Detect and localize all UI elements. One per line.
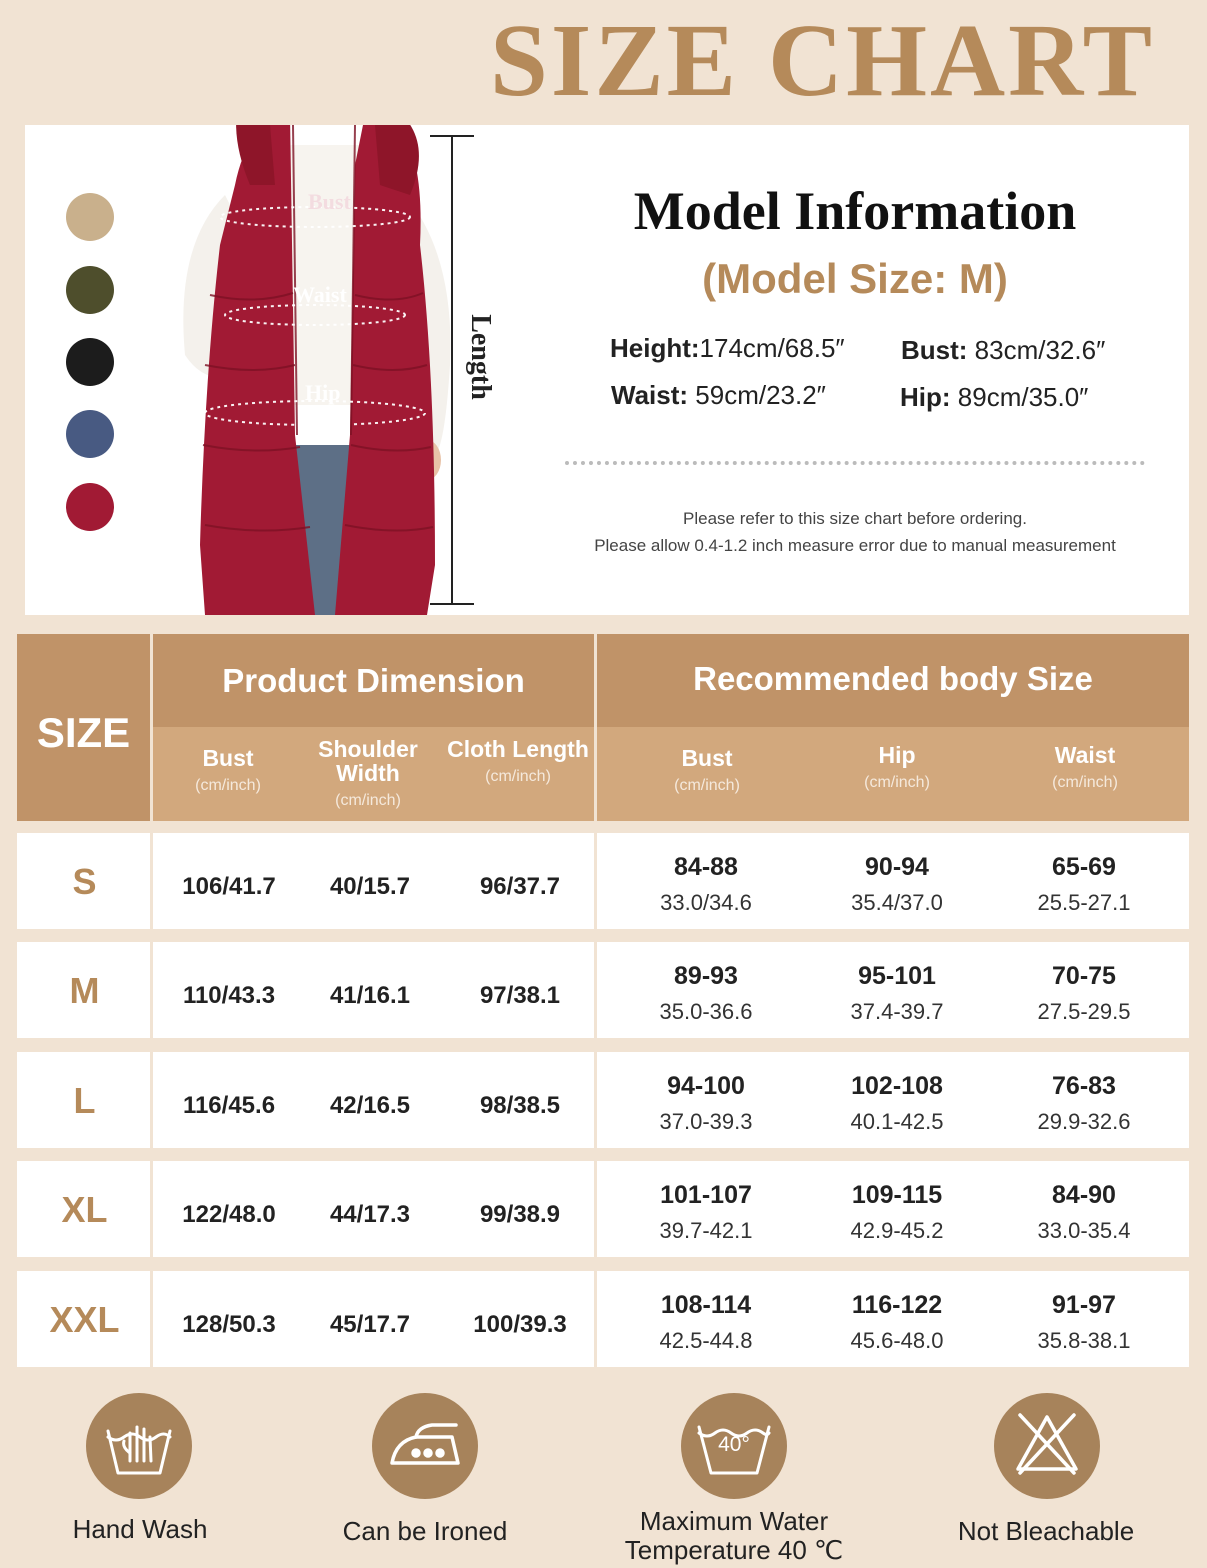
shoulder-width: 45/17.7: [329, 1311, 411, 1338]
not-bleachable-label: Not Bleachable: [957, 1516, 1135, 1546]
cloth-bust: 106/41.7: [182, 873, 276, 900]
hand-wash-label: Hand Wash: [72, 1514, 208, 1544]
cloth-bust: 110/43.3: [182, 982, 276, 1009]
body-bust: 101-107 39.7-42.1: [659, 1181, 753, 1243]
ironed-label: Can be Ironed: [342, 1516, 508, 1546]
cloth-length: 96/37.7: [479, 873, 561, 900]
body-hip: 95-101 37.4-39.7: [850, 962, 944, 1024]
cloth-bust: 128/50.3: [182, 1311, 276, 1338]
cloth-length: 99/38.9: [479, 1201, 561, 1228]
size-label: XXL: [49, 1299, 120, 1340]
hand-wash-icon: [86, 1393, 192, 1499]
model-bust: Bust: 83cm/32.6″: [901, 335, 1106, 365]
body-bust: 84-88 33.0/34.6: [660, 853, 752, 915]
col-body-hip: Hip (cm/inch): [864, 742, 930, 791]
body-waist: 84-90 33.0-35.4: [1037, 1181, 1131, 1243]
body-waist: 65-69 25.5-27.1: [1037, 853, 1131, 915]
col-shoulder-width: Shoulder Width (cm/inch): [318, 736, 418, 809]
water-temp-value: 40°: [718, 1433, 750, 1456]
color-swatch-black[interactable]: [66, 338, 114, 386]
recommended-size-title: Recommended body Size: [693, 660, 1093, 697]
col-body-bust: Bust (cm/inch): [674, 745, 740, 794]
shoulder-width: 44/17.3: [329, 1201, 411, 1228]
recommended-size-header: [597, 634, 1189, 727]
cloth-bust: 122/48.0: [182, 1201, 276, 1228]
cloth-length: 97/38.1: [479, 982, 561, 1009]
col-body-waist: Waist (cm/inch): [1052, 742, 1118, 791]
color-swatch-navy[interactable]: [66, 410, 114, 458]
table-row: [17, 1052, 1189, 1148]
shoulder-width: 42/16.5: [329, 1092, 411, 1119]
model-height: Height:174cm/68.5″: [610, 333, 845, 363]
col-bust: Bust (cm/inch): [195, 745, 261, 794]
hip-annotation: Hip: [305, 380, 341, 405]
shoulder-width: 41/16.1: [329, 982, 411, 1009]
table-row: [17, 833, 1189, 929]
product-subheader: [153, 727, 594, 821]
body-waist: 76-83 29.9-32.6: [1037, 1072, 1131, 1134]
body-hip: 90-94 35.4/37.0: [851, 853, 943, 915]
color-swatch-khaki[interactable]: [66, 193, 114, 241]
length-bracket-line: [451, 135, 453, 605]
length-bracket-top: [430, 135, 474, 137]
cloth-length: 98/38.5: [479, 1092, 561, 1119]
note-error: Please allow 0.4-1.2 inch measure error due to manual measurement: [594, 536, 1116, 555]
recommended-subheader: [597, 727, 1189, 821]
table-row: [17, 1161, 1189, 1257]
table-row: [17, 942, 1189, 1038]
body-hip: 102-108 40.1-42.5: [850, 1072, 944, 1134]
cloth-bust: 116/45.6: [182, 1092, 276, 1119]
body-waist: 70-75 27.5-29.5: [1037, 962, 1131, 1024]
model-info-title: Model Information: [633, 181, 1077, 241]
body-bust: 94-100 37.0-39.3: [659, 1072, 753, 1134]
body-waist: 91-97 35.8-38.1: [1037, 1291, 1131, 1353]
color-swatch-red[interactable]: [66, 483, 114, 531]
model-panel: [25, 125, 1189, 615]
cloth-length: 100/39.3: [473, 1311, 567, 1338]
waist-annotation: Waist: [293, 282, 347, 307]
body-hip: 116-122 45.6-48.0: [850, 1291, 944, 1353]
size-label: XL: [61, 1189, 108, 1230]
model-hip: Hip: 89cm/35.0″: [900, 382, 1089, 412]
water-temperature-icon: [681, 1393, 787, 1499]
size-header-cell: [17, 634, 150, 821]
color-swatch-olive[interactable]: [66, 266, 114, 314]
divider: [565, 461, 1145, 465]
note-refer: Please refer to this size chart before ordering.: [683, 509, 1027, 528]
model-waist: Waist: 59cm/23.2″: [611, 380, 826, 410]
size-label: L: [73, 1080, 96, 1121]
size-label: M: [69, 970, 100, 1011]
bust-annotation: Bust: [308, 189, 351, 214]
not-bleachable-icon: [994, 1393, 1100, 1499]
water-temperature-label: Maximum Water Temperature 40 ℃: [624, 1506, 844, 1565]
iron-icon: [372, 1393, 478, 1499]
body-bust: 108-114 42.5-44.8: [659, 1291, 753, 1353]
length-bracket-bottom: [430, 603, 474, 605]
body-hip: 109-115 42.9-45.2: [850, 1181, 944, 1243]
model-size: (Model Size: M): [702, 255, 1008, 302]
page-title: SIZE CHART: [490, 3, 1155, 118]
size-header: SIZE: [36, 709, 131, 756]
table-row: [17, 1271, 1189, 1367]
product-dimension-title: Product Dimension: [222, 662, 525, 699]
shoulder-width: 40/15.7: [329, 873, 411, 900]
size-label: S: [72, 861, 97, 902]
col-cloth-length: Cloth Length (cm/inch): [447, 736, 589, 785]
body-bust: 89-93 35.0-36.6: [659, 962, 753, 1024]
length-annotation: Length: [465, 314, 496, 400]
product-dimension-header: [153, 634, 594, 727]
